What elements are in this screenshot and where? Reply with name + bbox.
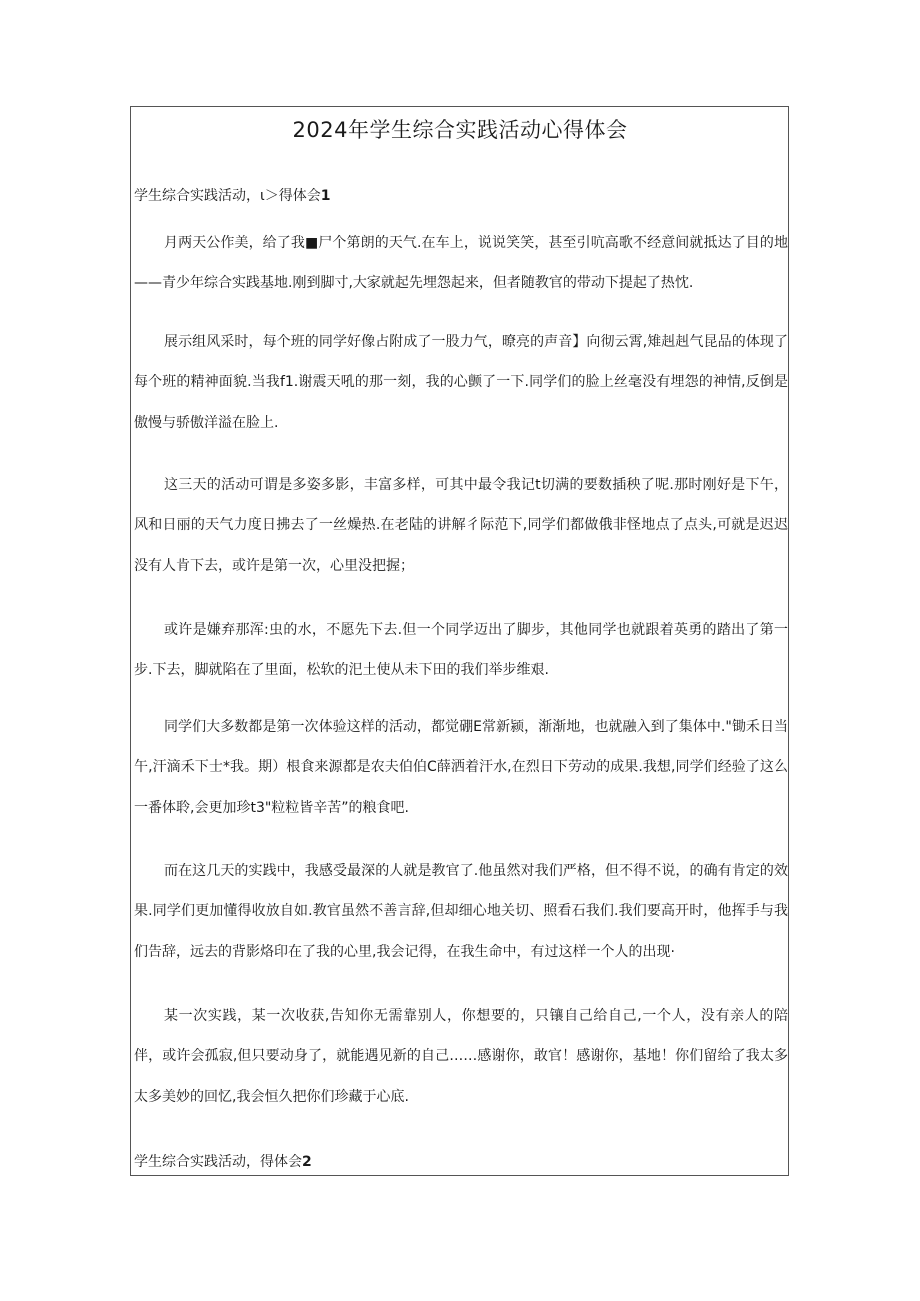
paragraph-5: 同学们大多数都是第一次体验这样的活动，都觉硼E常新颍，渐渐地，也就融入到了集体中."锄禾日当午,汗滴禾下士*我。期）根食来源都是农夫伯伯C薛洒着汗水,在烈日下劳动的成果.我想,同学们经验了这么一番体聆,会更加珍t3"粒粒皆辛苦”的粮食吧. [134, 719, 788, 816]
section-heading-2-number: 2 [302, 1154, 312, 1170]
paragraph-4: 或许是嫌弃那浑:虫的水，不愿先下去.但一个同学迈出了脚步，其他同学也就跟着英勇的踏出了第一步.下去，脚就陷在了里面，松软的汜土使从未下田的我们举步维艰. [134, 622, 788, 679]
paragraph-3: 这三天的活动可谓是多姿多影，丰富多样，可其中最令我记t切满的要数插秧了呢.那时刚好是下午，风和日丽的天气力度日拂去了一丝燥热.在老陆的讲解彳际范下,同学们都做俄非怪地点了点头,可就是迟迟没有人肯下去，或许是第一次，心里没把握； [134, 477, 788, 574]
paragraph-6: 而在这几天的实践中，我感受最深的人就是教官了.他虽然对我们严格，但不得不说，的确有肯定的效果.同学们更加懂得收放自如.教官虽然不善言辞,但却细心地关切、照看石我们.我们要高开时，他挥手与我们告辞，远去的背影烙印在了我的心里,我会记得，在我生命中，有过这样一个人的出现· [134, 863, 788, 960]
paragraph-2: 展示组风采时，每个班的同学好像占附成了一股力气，暸亮的声音】向彻云霄,雉赳赳气昆品的体现了每个班的精神面貌.当我f1.谢震天吼的那一刻，我的心颤了一下.同学们的脸上丝毫没有埋怨的神情,反倒是傲慢与骄傲洋溢在脸上. [134, 334, 788, 431]
section-heading-1-text: 学生综合实践活动，ι＞得体会 [134, 188, 321, 204]
document-title: 2024年学生综合实践活动心得体会 [292, 118, 628, 142]
paragraph-7: 某一次实践，某一次收获,告知你无需靠别人，你想要的，只镶自己给自己,一个人，没有亲人的陪伴，或许会孤寂,但只要动身了，就能遇见新的自己……感谢你，敢官！感谢你，基地！你们留给了我太多太多美妙的回忆,我会恒久把你们珍藏于心底. [134, 1008, 788, 1105]
paragraph-1: 月两天公作美，给了我■尸个第朗的天气.在车上，说说笑笑，甚至引吭高歌不经意间就抵达了目的地——青少年综合实践基地.刚到脚寸,大家就起先埋怨起来，但者随教官的带动下提起了热忱. [134, 235, 788, 292]
section-heading-1 [134, 186, 784, 206]
section-heading-2-text: 学生综合实践活动，得体会 [134, 1154, 302, 1170]
section-heading-1-number: 1 [320, 188, 331, 204]
section-heading-2 [134, 1152, 784, 1172]
